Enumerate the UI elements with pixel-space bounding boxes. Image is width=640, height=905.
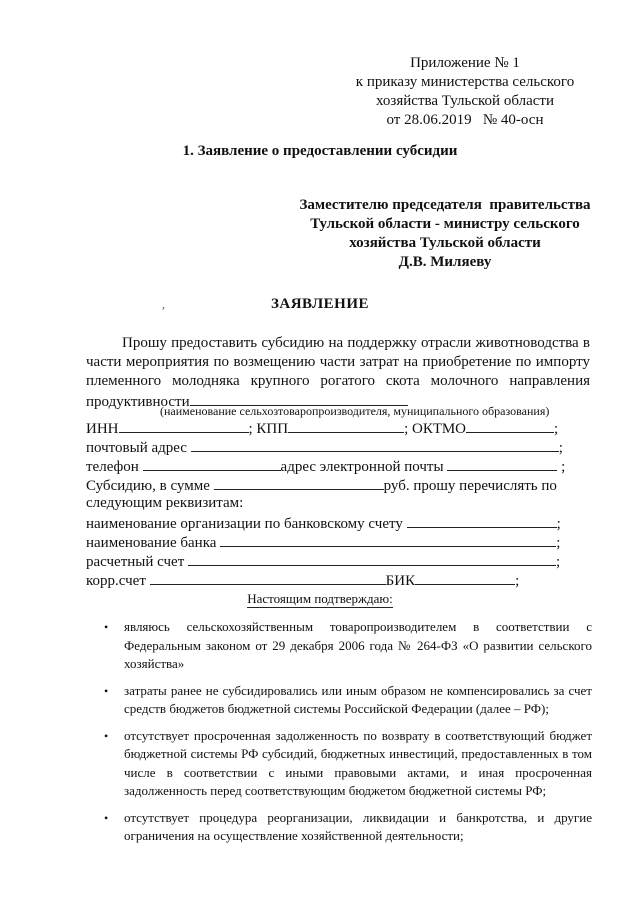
kpp-label: ; КПП [248, 421, 289, 437]
confirm-bullet-text: отсутствует просроченная задолженность по возврату в соответствующий бюджет бюджетной системы РФ субсидий, бюджетных инвестиций, предоставленных в том числе в соответствии с иными правовыми актами, и иная просроченная задолженность перед соответствующим бюджетом бюджетной системы РФ; [124, 727, 592, 798]
requisites-label: следующим реквизитам: [86, 495, 244, 511]
ids-row [86, 418, 592, 439]
addressee-block [270, 196, 620, 272]
appendix-line-1: Приложение № 1 [410, 55, 520, 71]
confirm-heading-text: Настоящим подтверждаю: [247, 591, 393, 606]
inn-label: ИНН [86, 421, 119, 437]
oktmo-label: ; ОКТМО [404, 421, 466, 437]
postal-row [86, 437, 592, 458]
confirm-bullet-item [100, 809, 592, 846]
bik-field[interactable] [415, 570, 515, 585]
postal-label: почтовый адрес [86, 440, 187, 456]
addressee-line-1: Заместителю председателя правительства [299, 197, 591, 213]
kpp-field[interactable] [288, 418, 404, 433]
bullet-dot-icon: • [104, 810, 109, 825]
bullet-dot-icon: • [104, 683, 109, 698]
request-line-3: племенного молодняка крупного рогатого скота молочного направления [86, 373, 590, 389]
org-name-field[interactable] [407, 513, 557, 528]
bank-row [86, 532, 592, 553]
bank-name-label: наименование банка [86, 535, 217, 551]
ids-row-end: ; [553, 421, 559, 437]
requisites-row [86, 494, 592, 513]
corr-account-field[interactable] [150, 570, 386, 585]
postal-address-field[interactable] [191, 437, 559, 452]
contacts-row-end: ; [561, 459, 566, 475]
request-paragraph [86, 334, 590, 412]
stray-mark: , [162, 297, 165, 311]
org-row [86, 513, 592, 534]
addressee-line-2: Тульской области - министру сельского [310, 216, 580, 232]
org-row-end: ; [556, 516, 561, 532]
statement-heading: ЗАЯВЛЕНИЕ [270, 296, 370, 312]
subsidy-row [86, 475, 592, 496]
appendix-line-3: хозяйства Тульской области [376, 93, 554, 109]
bullet-dot-icon: • [104, 728, 109, 743]
account-field[interactable] [188, 551, 556, 566]
email-field[interactable] [447, 456, 557, 471]
phone-field[interactable] [143, 456, 281, 471]
account-row [86, 551, 592, 572]
phone-label: телефон [86, 459, 139, 475]
appendix-line-4: от 28.06.2019 № 40-осн [386, 112, 544, 128]
bullet-dot-icon: • [104, 620, 109, 634]
appendix-line-2: к приказу министерства сельского [355, 74, 575, 90]
document-title: 1. Заявление о предоставлении субсидии [182, 143, 458, 159]
corr-account-label: корр.счет [86, 573, 146, 589]
bank-name-field[interactable] [220, 532, 556, 547]
corr-row-end: ; [515, 573, 520, 589]
confirm-bullet-text: затраты ранее не субсидировались или иным образом не компенсировались за счет средств бюджетов бюджетной системы Российской Федерации (далее – РФ); [124, 682, 592, 716]
org-name-label: наименование организации по банковскому счету [86, 516, 403, 532]
appendix-block [340, 54, 590, 130]
postal-row-end: ; [558, 440, 563, 456]
addressee-line-3: хозяйства Тульской области [349, 235, 541, 251]
confirm-heading [0, 591, 640, 607]
confirm-bullet-item [100, 682, 592, 719]
email-label: адрес электронной почты [280, 459, 444, 475]
inn-field[interactable] [119, 418, 249, 433]
request-line-4-text: продуктивности [86, 394, 190, 410]
oktmo-field[interactable] [466, 418, 554, 433]
confirm-bullet-text: являюсь сельскохозяйственным товаропроизводителем в соответствии с Федеральным законом от 29 декабря 2006 года № 264-ФЗ «О развитии сельского хозяйства» [124, 619, 592, 671]
request-line-1: Прошу предоставить субсидию на поддержку отрасли животноводства в [122, 335, 590, 351]
subsidy-prefix: Субсидию, в сумме [86, 478, 210, 494]
subsidy-suffix: руб. прошу перечислять по [383, 478, 557, 494]
bank-row-end: ; [556, 535, 561, 551]
confirm-bullet-item [100, 727, 592, 801]
addressee-line-4: Д.В. Миляеву [398, 254, 492, 270]
contacts-row [86, 456, 592, 477]
account-row-end: ; [556, 554, 561, 570]
confirm-bullet-list [100, 618, 592, 854]
confirm-bullet-text: отсутствует процедура реорганизации, ликвидации и банкротства, и другие ограничения на осуществление хозяйственной деятельности; [124, 809, 592, 843]
corr-row [86, 570, 592, 591]
bik-label: БИК [385, 573, 416, 589]
account-label: расчетный счет [86, 554, 185, 570]
subsidy-amount-field[interactable] [214, 475, 384, 490]
request-line-2: части мероприятия по возмещению части затрат на приобретение по импорту [86, 354, 590, 370]
confirm-bullet-item [100, 618, 592, 674]
applicant-name-hint: (наименование сельхозтоваропроизводителя, муниципального образования) [160, 404, 550, 418]
